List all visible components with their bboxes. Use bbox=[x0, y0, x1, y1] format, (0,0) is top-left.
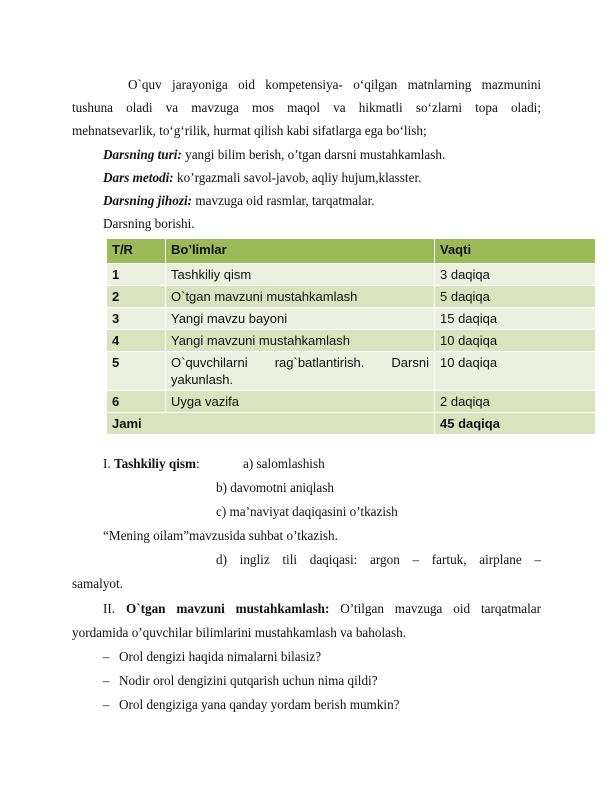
table-total-row bbox=[107, 413, 596, 435]
total-label: Jami bbox=[107, 413, 435, 435]
row-num: 2 bbox=[107, 286, 166, 308]
lesson-method-label: Dars metodi: bbox=[103, 170, 174, 185]
row-section: Yangi mavzuni mustahkamlash bbox=[166, 330, 435, 352]
row-section-line-2: yakunlash. bbox=[171, 372, 234, 387]
row-time: 5 daqiqa bbox=[435, 286, 596, 308]
part1-colon: : bbox=[195, 456, 200, 471]
row-section-word: O`quvchilarni bbox=[171, 355, 248, 370]
part2-roman: II. bbox=[103, 601, 116, 616]
total-time: 45 daqiqa bbox=[435, 413, 596, 435]
table-row bbox=[107, 391, 596, 413]
dash-bullet: – bbox=[103, 697, 110, 712]
part2-text1: O’tilgan mavzuga oid tarqatmalar bbox=[340, 601, 542, 616]
dash-bullet: – bbox=[103, 673, 110, 688]
row-section: O`tgan mavzuni mustahkamlash bbox=[166, 286, 435, 308]
table-row bbox=[107, 308, 596, 330]
row-time: 10 daqiqa bbox=[435, 352, 596, 391]
part1-suhbat: “Mening oilam”mavzusida suhbat o’tkazish. bbox=[103, 528, 338, 543]
row-section: Yangi mavzu bayoni bbox=[166, 308, 435, 330]
row-num: 3 bbox=[107, 308, 166, 330]
row-num: 5 bbox=[107, 352, 166, 391]
lesson-type-value: yangi bilim berish, o’tgan darsni mustahkamlash. bbox=[181, 147, 446, 162]
lesson-method bbox=[103, 169, 421, 186]
table-row bbox=[107, 264, 596, 286]
part2-text2: yordamida o’quvchilar bilimlarini mustahkamlash va baholash. bbox=[72, 625, 407, 640]
lesson-type-label: Darsning turi: bbox=[103, 147, 182, 162]
part1-item-d-cont: samalyot. bbox=[72, 576, 123, 591]
row-section: Uyga vazifa bbox=[166, 391, 435, 413]
row-section-line-1 bbox=[171, 354, 429, 371]
lesson-equipment-label: Darsning jihozi: bbox=[103, 193, 193, 208]
header-section: Bo’limlar bbox=[166, 239, 435, 264]
intro-line-3: mehnatsevarlik, to‘g‘rilik, hurmat qilish kabi sifatlarga ega bo‘lish; bbox=[72, 123, 427, 138]
row-time: 3 daqiqa bbox=[435, 264, 596, 286]
part2-title: O`tgan mavzuni mustahkamlash: bbox=[125, 601, 330, 616]
part1-roman: I. bbox=[103, 456, 111, 471]
question-2 bbox=[103, 672, 378, 689]
lesson-method-value: ko’rgazmali savol-javob, aqliy hujum,klasster. bbox=[173, 170, 422, 185]
question-text: Nodir orol dengizini qutqarish uchun nima qildi? bbox=[119, 673, 378, 688]
part1-item-c: c) ma’naviyat daqiqasini o’tkazish bbox=[216, 504, 398, 519]
part1-heading bbox=[103, 455, 200, 472]
row-num: 1 bbox=[107, 264, 166, 286]
row-time: 10 daqiqa bbox=[435, 330, 596, 352]
row-time: 2 daqiqa bbox=[435, 391, 596, 413]
intro-line-1: O`quv jarayoniga oid kompetensiya- o‘qilgan matnlarning mazmunini bbox=[128, 77, 541, 92]
part1-item-d: d) ingliz tili daqiqasi: argon – fartuk, airplane – bbox=[216, 552, 541, 567]
question-text: Orol dengizi haqida nimalarni bilasiz? bbox=[119, 649, 322, 664]
row-time: 15 daqiqa bbox=[435, 308, 596, 330]
question-3 bbox=[103, 696, 400, 713]
lesson-plan-table bbox=[106, 238, 596, 435]
header-num: T/R bbox=[107, 239, 166, 264]
table-row bbox=[107, 330, 596, 352]
row-num: 4 bbox=[107, 330, 166, 352]
row-section-word: rag`batlantirish. bbox=[274, 355, 365, 370]
table-header-row bbox=[107, 239, 596, 264]
row-num: 6 bbox=[107, 391, 166, 413]
part1-title: Tashkiliy qism bbox=[114, 456, 196, 471]
row-section bbox=[166, 352, 435, 391]
question-1 bbox=[103, 648, 321, 665]
table-row bbox=[107, 286, 596, 308]
part2-heading bbox=[103, 600, 541, 617]
part1-item-b: b) davomotni aniqlash bbox=[216, 480, 334, 495]
lesson-progress-heading: Darsning borishi. bbox=[103, 216, 195, 231]
part1-item-a: a) salomlashish bbox=[243, 456, 325, 471]
intro-line-2: tushuna oladi va mavzuga mos maqol va hikmatli so‘zlarni topa oladi; bbox=[72, 100, 541, 115]
row-section-word: Darsni bbox=[391, 355, 429, 370]
lesson-type bbox=[103, 146, 445, 163]
lesson-equipment bbox=[103, 192, 375, 209]
header-time: Vaqti bbox=[435, 239, 596, 264]
dash-bullet: – bbox=[103, 649, 110, 664]
question-text: Orol dengiziga yana qanday yordam berish mumkin? bbox=[119, 697, 400, 712]
row-section: Tashkiliy qism bbox=[166, 264, 435, 286]
table-row bbox=[107, 352, 596, 391]
lesson-equipment-value: mavzuga oid rasmlar, tarqatmalar. bbox=[192, 193, 375, 208]
